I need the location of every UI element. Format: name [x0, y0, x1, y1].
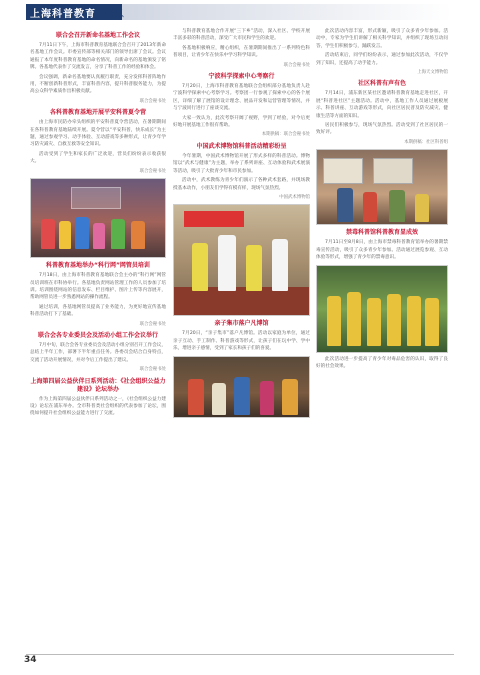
article-paragraph: 会议强调，新命名基地要认真履行职责，充分发挥科普阵地作用，不断创新科普形式，丰富科普内容，提升科普服务能力，为提高公众科学素质作出积极贡献。 — [30, 74, 166, 95]
photo-parent-child-market — [173, 356, 310, 418]
article-source: 本期供稿：联合会秘书处 — [261, 132, 310, 138]
article-source: 本期供稿：社区科普组 — [404, 139, 448, 145]
article-paragraph: 今年暑期，中国武术博物馆开展了形式多样的科普活动。博物馆以“武术与健康”为主题，举办了系列讲座、互动体验和武术展演等活动，吸引了大批青少年和市民参加。 — [173, 153, 310, 174]
article-source: 中国武术博物馆 — [279, 194, 310, 200]
article-paragraph: 活动结束后，同学们纷纷表示，通过参加此次活动，不仅学到了知识，还提高了动手能力。 — [316, 53, 448, 66]
article-paragraph: 作为上海第四届公益伙伴日系列活动之一，《社会组织公益力建设》论坛在浦东举办。全市科普类社会组织的代表参加了论坛，围绕如何提升社会组织公益能力进行了交流。 — [30, 396, 166, 417]
article-source: 联合会秘书处 — [139, 98, 166, 104]
header-title: 上海科普教育 — [30, 9, 96, 20]
article-paragraph: 各基地积极响应，精心组织，在暑期期间推出了一系列特色科普项目，让青少年在快乐中学习科学知识。 — [173, 45, 310, 59]
article-title: 亲子集市落户凡博馆 — [214, 320, 269, 328]
page-number: 34 — [24, 655, 37, 665]
article-paragraph: 居民们积极参与，现场气氛热烈。活动受到了社区居民的一致好评。 — [316, 123, 448, 136]
article-source: 联合会秘书处 — [139, 367, 166, 373]
article-paragraph: 活动中，武术教练为青少年们演示了各种武术套路，并现场教授基本动作，小朋友们学得有模有样，现场气氛热烈。 — [173, 178, 310, 191]
article-source: 联合会秘书处 — [283, 62, 310, 68]
article-source: 联合会秘书处 — [139, 321, 166, 327]
article-paragraph: 7月11日至8月8日，由上海市禁毒科普教育馆举办的暑期禁毒宣传活动，吸引了众多青少年参加。活动通过展览参观、互动体验等形式，增强了青少年的禁毒意识。 — [316, 240, 448, 261]
article-paragraph: 7月中旬，联合会各专业委员会及活动小组分别召开工作会议，总结上半年工作，部署下半年重点任务。各委员会结合自身特点，交流了活动开展情况，并对今后工作提出了建议。 — [30, 342, 166, 363]
column-1 — [30, 28, 166, 420]
article-source: 上海天文博物馆 — [417, 70, 448, 76]
article-title: 社区科普有声有色 — [357, 80, 406, 88]
photo-martial-arts — [173, 204, 310, 316]
article-paragraph: 通过培训，各基地网管员提高了业务能力，为更好地宣传基地科普活动打下了基础。 — [30, 304, 166, 318]
article-paragraph: 7月14日，浦东新区某社区邀请科普教育基地走进社区，开展“科普进社区”主题活动。活动中，基地工作人员通过展板展示、科普讲座、互动游戏等形式，向社区居民普及防灾减灾、健康生活等方面的知识。 — [316, 91, 448, 119]
article-paragraph: 活动受到了学生和家长的广泛欢迎，营员们纷纷表示收获很大。 — [30, 151, 166, 165]
article-paragraph: 7月20日，上海市科普教育基地联合会组织部分基地负责人赴宁波科学探索中心考察学习。考察团一行参观了探索中心的各个展区，详细了解了展馆的设计理念、展品开发和运营管理等情况，并与宁波同行进行了座谈交流。 — [173, 84, 310, 112]
article-paragraph: 由上海市民防办牵头组织的平安科普夏令营活动，在暑期期间在各科普教育基地陆续开展。夏令营以“平安科普，快乐成长”为主题，通过参观学习、动手体验、互动游戏等多种形式，让青少年学习防灾减灾、自救互救等安全知识。 — [30, 120, 166, 148]
article-title: 科普教育基地举办“科行网”网管员培训 — [46, 262, 150, 270]
photo-drug-prevention-kids — [316, 265, 448, 353]
photo-summer-camp — [30, 178, 166, 258]
article-paragraph: 此次活动内容丰富，形式新颖，吸引了众多青少年参加。活动中，专家为学生们讲解了相关科学知识，并组织了现场互动问答，学生们积极参与，踊跃发言。 — [316, 29, 448, 49]
article-paragraph: 7月20日，“亲子集市”落户凡博馆。活动以家庭为单位，通过亲子互动、手工制作、科普游戏等形式，让孩子们在玩中学、学中乐，增进亲子感情，受到了家长和孩子们的喜爱。 — [173, 331, 310, 352]
article-title: 宁波科学探索中心考察行 — [208, 73, 275, 81]
article-title: 联合会各专业委员会及活动小组工作会议举行 — [37, 331, 158, 339]
article-title: 禁毒科普馆科普教育显成效 — [345, 229, 418, 237]
photo-community-activity — [316, 149, 448, 225]
article-paragraph: 此次活动进一步提高了青少年对毒品危害的认识，取得了良好的社会效果。 — [316, 356, 448, 369]
article-title: 中国武术博物馆科普活动精彩纷呈 — [196, 142, 287, 150]
article-paragraph: 7月11日下午，上海市科普教育基地联合会召开了2013年新命名基地工作会议。市委宣传部等相关部门的领导出席了会议。会议通报了本年度科普教育基地的命名情况，向新命名的基地颁发了铭牌。各基地代表作了交流发言，分享了科普工作的经验和体会。 — [30, 43, 166, 71]
article-paragraph: 7月18日，由上海市科普教育基地联合会主办的“科行网”网管员培训班在市科协举行。各基地负责网站管理工作的人员参加了培训。培训围绕网站的信息发布、栏目维护、图片上传等内容展开，帮助网管员进一步熟悉网站的操作流程。 — [30, 273, 166, 301]
article-title: 上海第四届公益伙伴日系列活动：《社会组织公益力建设》论坛举办 — [30, 377, 166, 393]
article-paragraph: 大家一致认为，此次考察开阔了视野，学到了经验，对今后更好地开展基地工作很有帮助。 — [173, 115, 310, 129]
article-title: 联合会召开新命名基地工作会议 — [55, 32, 140, 39]
header-subtitle: 信息 — [104, 9, 124, 20]
column-2 — [173, 28, 310, 421]
article-title: 各科普教育基地开展平安科普夏令营 — [49, 109, 146, 117]
column-3 — [316, 28, 448, 372]
footer-rule — [26, 654, 454, 655]
article-paragraph: 与科普教育基地合作开展“三下乡”活动，深入社区、学校开展丰富多彩的科普活动，深受广大市民和学生的欢迎。 — [173, 29, 310, 42]
header-accent — [122, 4, 452, 20]
article-source: 联合会秘书处 — [139, 168, 166, 174]
